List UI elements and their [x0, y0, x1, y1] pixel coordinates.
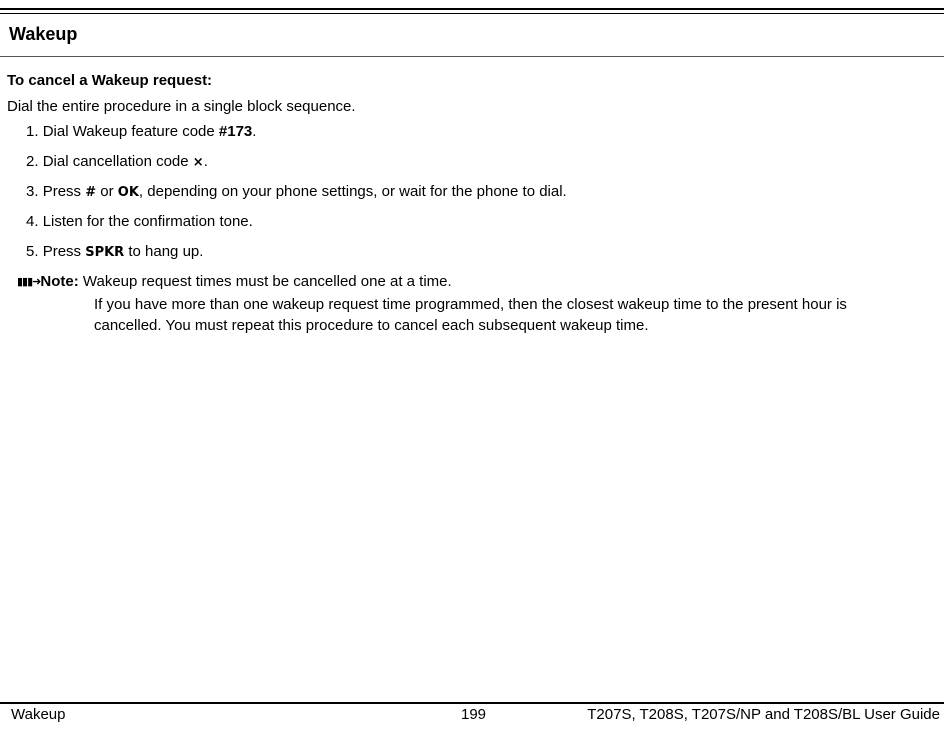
note-first-line: Wakeup request times must be cancelled one at a time.	[78, 273, 452, 290]
procedure-heading: To cancel a Wakeup request:	[7, 72, 213, 89]
spkr-key: SPKR	[85, 245, 125, 260]
star-key-icon: ×	[192, 155, 204, 170]
note-label: Note:	[40, 273, 79, 290]
step-text: Press	[42, 183, 86, 200]
step-text: or	[96, 183, 118, 200]
step-text: .	[252, 123, 257, 140]
footer-rule	[0, 702, 944, 704]
step-text: , depending on your phone settings, or wait for the phone to dial.	[138, 183, 567, 200]
ok-key: OK	[117, 185, 139, 200]
step-1	[26, 123, 567, 153]
top-rule-thick	[0, 8, 944, 10]
procedure-intro: Dial the entire procedure in a single block sequence.	[7, 98, 356, 115]
step-text: Press	[42, 243, 86, 260]
page-number: 199	[461, 706, 487, 723]
step-5	[26, 243, 567, 273]
step-number: 2.	[26, 153, 39, 170]
step-text: to hang up.	[124, 243, 204, 260]
step-text: Listen for the confirmation tone.	[42, 213, 253, 230]
note	[17, 273, 897, 290]
step-text: .	[203, 153, 208, 170]
feature-code: #173	[218, 123, 253, 140]
step-number: 5.	[26, 243, 39, 260]
step-4	[26, 213, 567, 243]
step-number: 3.	[26, 183, 39, 200]
procedure-steps	[26, 123, 567, 273]
header-divider	[0, 56, 944, 57]
guide-title: T207S, T208S, T207S/NP and T208S/BL User Guide	[587, 706, 940, 723]
step-number: 1.	[26, 123, 39, 140]
note-arrow-icon: ▮▮▮➜	[17, 276, 41, 288]
step-text: Dial cancellation code	[42, 153, 193, 170]
footer-section: Wakeup	[11, 706, 66, 723]
note-detail: If you have more than one wakeup request time programmed, then the closest wakeup time to the present hour is cancelled. You must repeat this procedure to cancel each subsequent wakeup time.	[94, 296, 847, 334]
section-title: Wakeup	[9, 24, 78, 44]
hash-key: #	[85, 185, 97, 200]
step-number: 4.	[26, 213, 39, 230]
step-text: Dial Wakeup feature code	[42, 123, 219, 140]
step-2	[26, 153, 567, 183]
top-rule-thin	[0, 13, 944, 14]
step-3	[26, 183, 567, 213]
